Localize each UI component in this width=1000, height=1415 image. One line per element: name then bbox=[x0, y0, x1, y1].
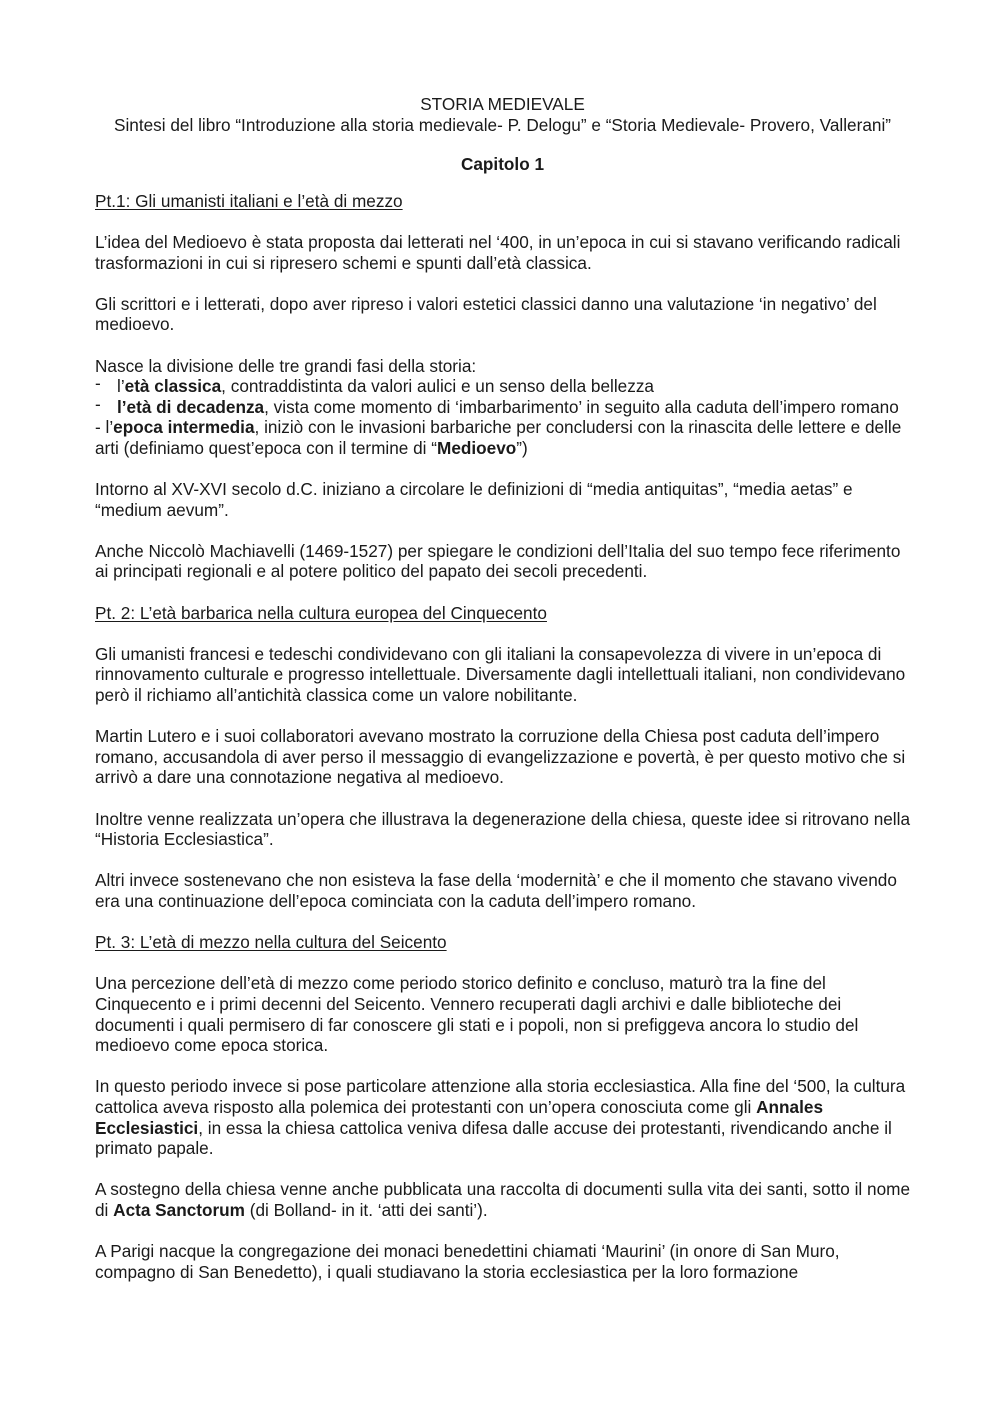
document-title: STORIA MEDIEVALE bbox=[420, 94, 585, 114]
paragraph: Gli umanisti francesi e tedeschi condividevano con gli italiani la consapevolezza di vivere in un’epoca di rinnovamento culturale e progresso intellettuale. Diversamente dagli intellettuali italiani, non condividevano però il richiamo all’antichità classica come un valore nobilitante. bbox=[95, 643, 906, 706]
list-intro: Nasce la divisione delle tre grandi fasi della storia: bbox=[95, 355, 477, 376]
document-page bbox=[95, 94, 910, 1282]
section-1 bbox=[95, 191, 910, 603]
list-item-intermedia: - l’epoca intermedia, iniziò con le invasioni barbariche per concludersi con la rinascita delle lettere e delle arti (definiamo quest’epoca con il termine di “Medioevo”) bbox=[95, 417, 902, 458]
paragraph: Altri invece sostenevano che non esisteva la fase della ‘modernità’ e che il momento che stavano vivendo era una continuazione dell’epoca cominciata con la caduta dell’impero romano. bbox=[95, 870, 897, 911]
document-subtitle: Sintesi del libro “Introduzione alla storia medievale- P. Delogu” e “Storia Medievale- Provero, Vallerani” bbox=[114, 114, 891, 135]
document-header bbox=[95, 94, 910, 135]
paragraph: Una percezione dell’età di mezzo come periodo storico definito e concluso, maturò tra la fine del Cinquecento e i primi decenni del Seicento. Vennero recuperati dagli archivi e dalle biblioteche dei documenti i quali permisero di far conoscere gli stati e i popoli, non si prefiggeva ancora lo studio del medioevo come epoca storica. bbox=[95, 973, 859, 1056]
paragraph: In questo periodo invece si pose particolare attenzione alla storia ecclesiastica. Alla fine del ‘500, la cultura cattolica aveva risposto alla polemica dei protestanti con un’opera conosciuta come gli Annales Ecclesiastici, in essa la chiesa cattolica veniva difesa dalle accuse dei protestanti, rivendicando anche il primato papale. bbox=[95, 1076, 906, 1159]
section-3-title: Pt. 3: L’età di mezzo nella cultura del Seicento bbox=[95, 932, 447, 953]
paragraph: A Parigi nacque la congregazione dei monaci benedettini chiamati ‘Maurini’ (in onore di San Muro, compagno di San Benedetto), i quali studiavano la storia ecclesiastica per la loro formazione bbox=[95, 1241, 840, 1282]
phases-list bbox=[95, 376, 910, 417]
paragraph: Intorno al XV-XVI secolo d.C. iniziano a circolare le definizioni di “media antiquitas”, “media aetas” e “medium aevum”. bbox=[95, 479, 853, 520]
section-1-title: Pt.1: Gli umanisti italiani e l’età di mezzo bbox=[95, 190, 403, 211]
section-3 bbox=[95, 932, 910, 1282]
paragraph: Inoltre venne realizzata un’opera che illustrava la degenerazione della chiesa, queste idee si ritrovano nella “Historia Ecclesiastica”. bbox=[95, 808, 911, 850]
section-2 bbox=[95, 603, 910, 933]
paragraph: A sostegno della chiesa venne anche pubblicata una raccolta di documenti sulla vita dei santi, sotto il nome di Acta Sanctorum (di Bolland- in it. ‘atti dei santi’). bbox=[95, 1179, 911, 1220]
list-item: - l’età di decadenza, vista come momento di ‘imbarbarimento’ in seguito alla caduta dell’impero romano bbox=[95, 397, 910, 418]
paragraph: Martin Lutero e i suoi collaboratori avevano mostrato la corruzione della Chiesa post caduta dell’impero romano, accusandola di aver perso il messaggio di evangelizzazione e povertà, è per questo motivo che si arrivò a dare una connotazione negativa al medioevo. bbox=[95, 726, 906, 788]
paragraph: L’idea del Medioevo è stata proposta dai letterati nel ‘400, in un’epoca in cui si stavano verificando radicali trasformazioni in cui si ripresero schemi e spunti dall’età classica. bbox=[95, 231, 901, 273]
paragraph: Anche Niccolò Machiavelli (1469-1527) per spiegare le condizioni dell’Italia del suo tempo fece riferimento ai principati regionali e al potere politico del papato dei secoli precedenti. bbox=[95, 540, 901, 582]
paragraph: Gli scrittori e i letterati, dopo aver ripreso i valori estetici classici danno una valutazione ‘in negativo’ del medioevo. bbox=[95, 293, 877, 335]
section-2-title: Pt. 2: L’età barbarica nella cultura europea del Cinquecento bbox=[95, 602, 547, 623]
chapter-heading: Capitolo 1 bbox=[460, 154, 545, 175]
list-item: - l’età classica, contraddistinta da valori aulici e un senso della bellezza bbox=[95, 376, 910, 397]
